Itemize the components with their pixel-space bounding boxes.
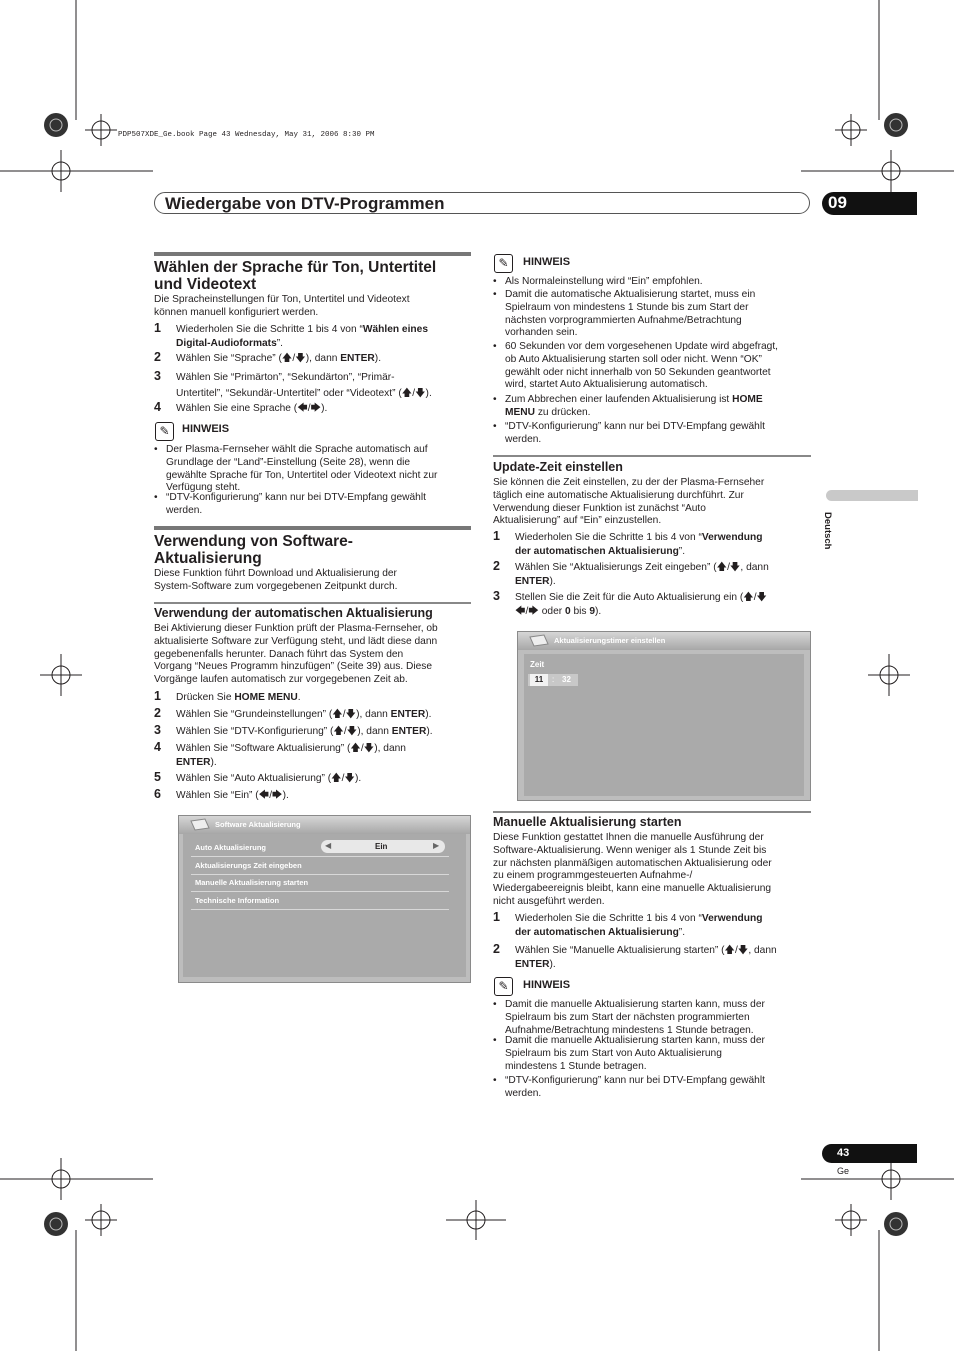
screen-header: Software Aktualisierung [179, 816, 470, 834]
down-arrow-icon: 🡇 [756, 592, 768, 603]
time-field[interactable] [528, 674, 578, 686]
up-arrow-icon: 🡅 [333, 726, 344, 737]
menu-item-auto-update[interactable]: Auto Aktualisierung [191, 839, 449, 857]
subsection-rule [493, 455, 811, 457]
up-arrow-icon: 🡅 [743, 592, 754, 603]
hour-field[interactable]: 11 [530, 674, 548, 686]
down-arrow-icon: 🡇 [415, 388, 426, 399]
subsection-heading-manual: Manuelle Aktualisierung starten [493, 815, 682, 829]
note-item: • “DTV-Konfigurierung” kann nur bei DTV-Empfang gewählt werden. [154, 492, 426, 516]
update-time-body: Sie können die Zeit einstellen, zu der der Plasma-Fernseher täglich eine automatische Aktualisierung durchführt. Zur Verwendung dieser Funktion ist zunächst “Auto Aktualisierung” auf “Ein” einzustellen. [493, 477, 765, 527]
up-arrow-icon: 🡅 [716, 562, 728, 573]
page-number-badge [822, 1144, 917, 1163]
note-label: HINWEIS [523, 979, 571, 991]
menu-item-technical-info[interactable]: Technische Information [191, 892, 449, 910]
chapter-number-badge [822, 192, 917, 215]
subsection-heading-auto: Verwendung der automatischen Aktualisierung [154, 606, 433, 620]
language-label: Deutsch [822, 512, 833, 550]
auto-update-body: Bei Aktivierung dieser Funktion prüft der Plasma-Fernseher, ob aktualisierte Software zur Verfügung steht, und lädt diese dann gegebenenfalls herunter. Danach führt das System den Vorgang “Neues Programm hinzufügen” (Seite 39) aus. Diese Vorgänge laufen automatisch zur vorgegebenen Zeit ab. [154, 623, 438, 686]
chapter-title-bar [154, 192, 810, 214]
note-item: • Damit die automatische Aktualisierung startet, muss ein Spielraum von mindestens 1 Stunde bis zum Start der nächsten vorprogrammierten Aufnahme/Betrachtung vorhanden sein. [493, 289, 756, 339]
right-arrow-icon: 🡆 [310, 403, 322, 414]
screen-logo-icon [189, 818, 211, 832]
note-item: • Zum Abbrechen einer laufenden Aktualisierung ist HOME MENU zu drücken. [493, 394, 763, 418]
note-item: • “DTV-Konfigurierung” kann nur bei DTV-Empfang gewählt werden. [493, 421, 765, 445]
chapter-number: 09 [828, 193, 847, 212]
down-arrow-icon: 🡇 [295, 353, 306, 364]
menu-item-update-time[interactable]: Aktualisierungs Zeit eingeben [191, 857, 449, 875]
page-language-code: Ge [837, 1166, 850, 1176]
note-icon: ✎ [155, 422, 174, 441]
screen-body [183, 834, 466, 977]
step-5: 5 Wählen Sie “Auto Aktualisierung” (🡅/🡇). [154, 770, 362, 784]
subsection-rule [154, 602, 471, 604]
subsection-heading-update-time: Update-Zeit einstellen [493, 460, 623, 474]
step-4: 4 Wählen Sie eine Sprache (🡄/🡆). [154, 400, 328, 414]
step-2: 2 Wählen Sie “Sprache” (🡅/🡇), dann ENTER). [154, 350, 382, 364]
left-arrow-icon: 🡄 [297, 403, 308, 414]
subsection-rule [493, 811, 811, 813]
note-label: HINWEIS [523, 256, 571, 268]
minute-field[interactable]: 32 [562, 675, 571, 684]
note-label: HINWEIS [182, 423, 230, 435]
page-number: 43 [837, 1147, 850, 1159]
step-2: 2 Wählen Sie “Manuelle Aktualisierung starten” (🡅/🡇, dann ENTER). [493, 942, 777, 970]
step-1: 1 Wiederholen Sie die Schritte 1 bis 4 von “Verwendung der automatischen Aktualisierung”. [493, 529, 763, 557]
note-icon: ✎ [494, 254, 513, 273]
left-arrow-icon: 🡄 [258, 790, 270, 801]
note-item: • Der Plasma-Fernseher wählt die Sprache automatisch auf Grundlage der “Land”-Einstellung (Seite 28), wenn die gewählte Sprache für Ton, Untertitel oder Videotext nicht zur Verfügung steht. [154, 444, 438, 494]
section-rule [154, 526, 471, 530]
chapter-title: Wiedergabe von DTV-Programmen [165, 194, 445, 213]
left-arrow-icon: 🡄 [515, 606, 526, 617]
step-2: 2 Wählen Sie “Aktualisierungs Zeit eingeben” (🡅/🡇, dann ENTER). [493, 559, 769, 587]
note-item: • “DTV-Konfigurierung” kann nur bei DTV-Empfang gewählt werden. [493, 1075, 765, 1099]
up-arrow-icon: 🡅 [281, 353, 293, 364]
menu-item-manual-update[interactable]: Manuelle Aktualisierung starten [191, 874, 449, 892]
step-3: 3 Wählen Sie “Primärton”, “Sekundärton”, “Primär- Untertitel”, “Sekundär-Untertitel” oder “Videotext” (🡅/🡇). [154, 369, 432, 399]
right-arrow-icon[interactable]: ▶ [433, 841, 440, 850]
note-icon: ✎ [494, 977, 513, 996]
manual-update-body: Diese Funktion gestattet Ihnen die manuelle Ausführung der Software-Aktualisierung. Wenn weniger als 1 Stunde Zeit bis zur nächsten planmäßigen automatischen Aktualisierung oder zu einem programmgesteuerten Aufnahme-/ Wiedergabeereignis bleibt, kann eine manuelle Aktualisierung nicht ausgeführt werden. [493, 832, 772, 907]
step-6: 6 Wählen Sie “Ein” (🡄/🡆). [154, 787, 289, 801]
screen-body [524, 654, 804, 796]
step-4: 4 Wählen Sie “Software Aktualisierung” (🡅/🡇), dann ENTER). [154, 740, 406, 768]
down-arrow-icon: 🡇 [363, 743, 375, 754]
left-arrow-icon[interactable]: ◀ [325, 841, 332, 850]
step-2: 2 Wählen Sie “Grundeinstellungen” (🡅/🡇), dann ENTER). [154, 706, 432, 720]
down-arrow-icon: 🡇 [729, 562, 741, 573]
down-arrow-icon: 🡇 [345, 709, 357, 720]
note-item: • 60 Sekunden vor dem vorgesehenen Update wird abgefragt, ob Auto Aktualisierung starten soll oder nicht. Wenn “OK” gewählt oder nicht innerhalb von 50 Sekunden geantwortet wird, startet Auto Aktualisierung automatisch. [493, 341, 778, 391]
language-side-tab [826, 490, 918, 501]
step-1: 1 Wiederholen Sie die Schritte 1 bis 4 von “Verwendung der automatischen Aktualisierung”. [493, 910, 763, 938]
time-label: Zeit [530, 660, 545, 669]
up-arrow-icon: 🡅 [724, 945, 735, 956]
step-1: 1 Wiederholen Sie die Schritte 1 bis 4 von “Wählen eines Digital-Audioformats”. [154, 321, 428, 349]
note-item: • Als Normaleinstellung wird “Ein” empfohlen. [493, 276, 703, 287]
software-intro: Diese Funktion führt Download und Aktualisierung der System-Software zum vorgegebenen Zeitpunkt durch. [154, 568, 398, 592]
software-update-screen [178, 815, 471, 983]
language-intro: Die Spracheinstellungen für Ton, Untertitel und Videotext können manuell konfiguriert werden. [154, 294, 410, 318]
right-arrow-icon: 🡆 [272, 790, 283, 801]
up-arrow-icon: 🡅 [350, 743, 361, 754]
down-arrow-icon: 🡇 [737, 945, 749, 956]
step-1: 1 Drücken Sie HOME MENU. [154, 689, 301, 703]
screen-logo-icon [528, 634, 550, 648]
down-arrow-icon: 🡇 [346, 726, 358, 737]
step-3: 3 Stellen Sie die Zeit für die Auto Aktualisierung ein (🡅/🡇 🡄/🡆 oder 0 bis 9). [493, 589, 768, 617]
section-heading-software: Verwendung von Software- Aktualisierung [154, 533, 353, 567]
up-arrow-icon: 🡅 [332, 709, 343, 720]
step-3: 3 Wählen Sie “DTV-Konfigurierung” (🡅/🡇), dann ENTER). [154, 723, 433, 737]
up-arrow-icon: 🡅 [331, 773, 342, 784]
note-item: • Damit die manuelle Aktualisierung starten kann, muss der Spielraum bis zum Start der nächsten programmierten Aufnahme/Betrachtung mindestens 1 Stunde betragen. [493, 999, 765, 1036]
screen-header: Aktualisierungstimer einstellen [518, 632, 810, 650]
update-timer-screen [517, 631, 811, 801]
book-info-line: PDP507XDE_Ge.book Page 43 Wednesday, May 31, 2006 8:30 PM [118, 131, 375, 139]
down-arrow-icon: 🡇 [344, 773, 355, 784]
note-item: • Damit die manuelle Aktualisierung starten kann, muss der Spielraum bis zum Start von Auto Aktualisierung mindestens 1 Stunde betragen. [493, 1035, 765, 1072]
auto-update-value: Ein [375, 842, 388, 851]
up-arrow-icon: 🡅 [401, 388, 413, 399]
section-rule [154, 252, 471, 256]
auto-update-value-selector[interactable] [321, 840, 445, 853]
right-arrow-icon: 🡆 [528, 606, 539, 617]
time-separator: : [552, 675, 555, 684]
section-heading-language: Wählen der Sprache für Ton, Untertitel und Videotext [154, 259, 437, 293]
